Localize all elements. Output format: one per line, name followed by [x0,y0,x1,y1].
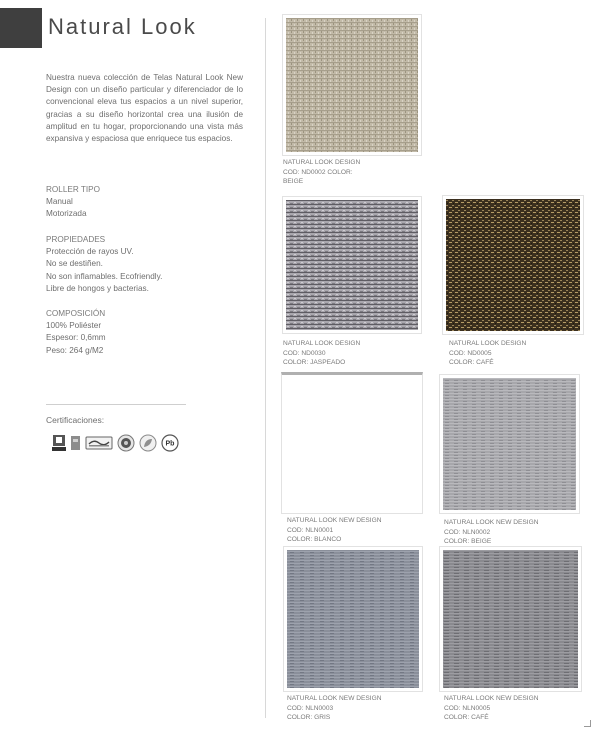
title-accent-block [0,8,42,48]
composicion-item: Espesor: 0,6mm [46,333,106,343]
composicion-item: Peso: 264 g/M2 [46,345,104,355]
swatch-caption [449,339,526,368]
swatch-caption [444,694,539,723]
fabric-sample [443,378,576,510]
caption-line: COD: ND0005 [449,349,492,357]
caption-line: COD: NLN0002 [444,528,491,536]
ecofriendly-leaf-icon [139,434,157,452]
propiedades-item: No se destiñen. [46,259,103,269]
swatch-nd0002 [282,14,422,156]
nfpa-cert-icon [52,434,66,452]
propiedades-item: Protección de rayos UV. [46,247,134,257]
caption-line: COLOR: GRIS [287,714,331,721]
swatch-caption [287,694,382,723]
caption-line: COLOR: CAFÉ [444,714,489,721]
greenguard-cert-icon [85,434,113,452]
fabric-sample [287,550,419,688]
swatch-nln0003 [283,546,423,692]
quality-seal-icon [117,434,135,452]
roller-section [46,184,243,221]
swatch-nln0001 [281,372,423,514]
fabric-sample [286,200,418,330]
swatch-nd0030 [282,196,422,334]
swatch-nd0005 [442,195,584,335]
fabric-sample [443,550,578,688]
intro-paragraph: Nuestra nueva colección de Telas Natural Look New Design con un diseño particular y diferenciador de lo convencional eleva tus espacios a un nivel superior, gracias a su diseño horizontal crea una ilusión de amplitud en tu hogar, proporcionando una vista más expansiva y espaciosa que enriquece tus espacios. [46,73,243,144]
caption-line: NATURAL LOOK NEW DESIGN [444,519,539,526]
propiedades-section [46,234,243,295]
caption-line: COLOR: JASPEADO [283,359,346,366]
roller-heading: ROLLER TIPO [46,185,100,194]
caption-line: COD: ND0002 COLOR: [283,168,353,176]
composicion-item: 100% Poliéster [46,321,102,331]
caption-line: COD: NLN0001 [287,526,334,534]
svg-text:Pb: Pb [165,440,175,448]
propiedades-item: Libre de hongos y bacterias. [46,283,149,293]
oeko-tex-cert-icon [70,434,81,452]
caption-line: COLOR: BLANCO [287,536,342,543]
page-corner-mark [584,720,591,727]
swatch-caption [287,516,382,545]
caption-line: NATURAL LOOK DESIGN [449,340,527,347]
swatch-caption [283,158,378,187]
caption-line: NATURAL LOOK NEW DESIGN [444,695,539,702]
roller-item: Motorizada [46,209,87,219]
column-divider [265,18,266,718]
fabric-sample [446,199,580,331]
propiedades-heading: PROPIEDADES [46,235,106,244]
caption-line: BEIGE [283,178,304,185]
caption-line: COD: ND0030 [283,349,326,357]
caption-line: COLOR: CAFÉ [449,359,494,366]
caption-line: COD: NLN0005 [444,704,491,712]
propiedades-item: No son inflamables. Ecofriendly. [46,271,163,281]
swatch-nln0002 [439,374,580,514]
pb-free-icon [161,434,179,452]
fabric-sample [285,378,419,510]
swatch-caption [444,518,539,547]
roller-item: Manual [46,197,73,207]
caption-line: NATURAL LOOK NEW DESIGN [287,695,382,702]
certificaciones-divider [46,404,186,405]
caption-line: COLOR: BEIGE [444,538,492,545]
swatch-nln0005 [439,546,582,692]
certificaciones-label: Certificaciones: [46,415,105,425]
composicion-section [46,308,243,357]
caption-line: COD: NLN0003 [287,704,334,712]
caption-line: NATURAL LOOK NEW DESIGN [287,517,382,524]
swatch-caption [283,339,360,368]
composicion-heading: COMPOSICIÓN [46,309,106,318]
certification-logos [52,434,179,452]
page-title: Natural Look [48,14,197,39]
caption-line: NATURAL LOOK DESIGN [283,340,361,347]
fabric-sample [286,18,418,152]
caption-line: NATURAL LOOK DESIGN [283,159,361,166]
